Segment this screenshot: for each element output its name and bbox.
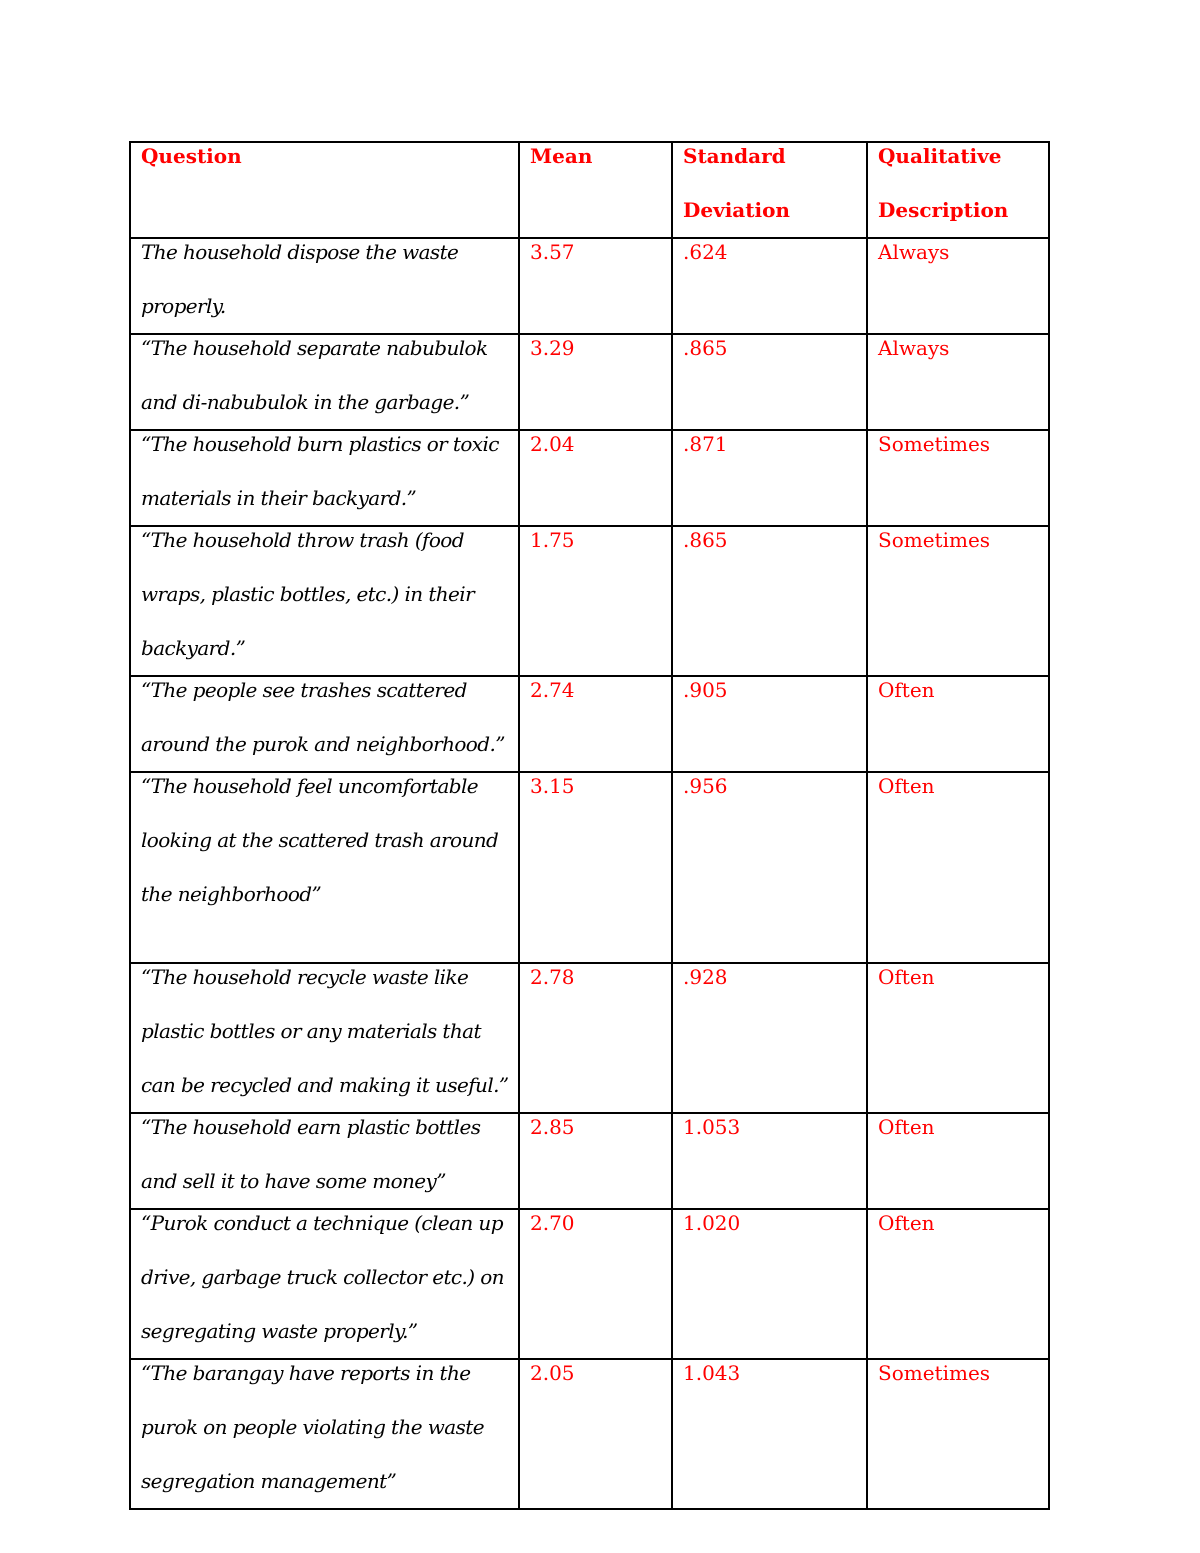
header-qd-line2: Description	[878, 198, 1009, 222]
question-cell: “The household recycle waste like plastic bottles or any materials that can be recycled and making it useful.”	[130, 963, 519, 1113]
question-cell: The household dispose the waste properly.	[130, 238, 519, 334]
mean-cell: 2.05	[519, 1359, 672, 1509]
table-row	[130, 963, 1049, 1113]
header-sd-line1: Standard	[683, 144, 786, 168]
question-cell: “Purok conduct a technique (clean up drive, garbage truck collector etc.) on segregating waste properly.”	[130, 1209, 519, 1359]
table-row	[130, 1209, 1049, 1359]
sd-cell: 1.020	[672, 1209, 867, 1359]
question-cell: “The household feel uncomfortable looking at the scattered trash around the neighborhood”	[130, 772, 519, 963]
mean-cell: 2.85	[519, 1113, 672, 1209]
mean-cell: 2.04	[519, 430, 672, 526]
question-cell: “The household separate nabubulok and di-nabubulok in the garbage.”	[130, 334, 519, 430]
description-cell: Always	[867, 238, 1049, 334]
description-cell: Sometimes	[867, 1359, 1049, 1509]
header-question: Question	[130, 142, 519, 238]
description-cell: Often	[867, 676, 1049, 772]
header-standard-deviation	[672, 142, 867, 238]
survey-results-table	[129, 141, 1050, 1510]
sd-cell: 1.053	[672, 1113, 867, 1209]
mean-cell: 2.78	[519, 963, 672, 1113]
description-cell: Sometimes	[867, 526, 1049, 676]
question-cell: “The household throw trash (food wraps, plastic bottles, etc.) in their backyard.”	[130, 526, 519, 676]
description-cell: Often	[867, 1209, 1049, 1359]
mean-cell: 3.57	[519, 238, 672, 334]
mean-cell: 1.75	[519, 526, 672, 676]
description-cell: Sometimes	[867, 430, 1049, 526]
table-row	[130, 772, 1049, 963]
table-row	[130, 1359, 1049, 1509]
table-row	[130, 238, 1049, 334]
header-qd-line1: Qualitative	[878, 144, 1002, 168]
header-sd-line2: Deviation	[683, 198, 790, 222]
description-cell: Always	[867, 334, 1049, 430]
sd-cell: 1.043	[672, 1359, 867, 1509]
question-cell: “The household burn plastics or toxic materials in their backyard.”	[130, 430, 519, 526]
description-cell: Often	[867, 772, 1049, 963]
sd-cell: .956	[672, 772, 867, 963]
mean-cell: 2.70	[519, 1209, 672, 1359]
header-mean: Mean	[519, 142, 672, 238]
table-row	[130, 1113, 1049, 1209]
table-row	[130, 526, 1049, 676]
sd-cell: .871	[672, 430, 867, 526]
question-cell: “The barangay have reports in the purok on people violating the waste segregation management”	[130, 1359, 519, 1509]
mean-cell: 3.29	[519, 334, 672, 430]
question-cell: “The household earn plastic bottles and sell it to have some money”	[130, 1113, 519, 1209]
sd-cell: .624	[672, 238, 867, 334]
sd-cell: .905	[672, 676, 867, 772]
sd-cell: .928	[672, 963, 867, 1113]
mean-cell: 2.74	[519, 676, 672, 772]
table-row	[130, 676, 1049, 772]
sd-cell: .865	[672, 334, 867, 430]
question-cell: “The people see trashes scattered around the purok and neighborhood.”	[130, 676, 519, 772]
table-header-row	[130, 142, 1049, 238]
description-cell: Often	[867, 963, 1049, 1113]
sd-cell: .865	[672, 526, 867, 676]
header-qualitative-description	[867, 142, 1049, 238]
table-row	[130, 334, 1049, 430]
table-row	[130, 430, 1049, 526]
mean-cell: 3.15	[519, 772, 672, 963]
description-cell: Often	[867, 1113, 1049, 1209]
